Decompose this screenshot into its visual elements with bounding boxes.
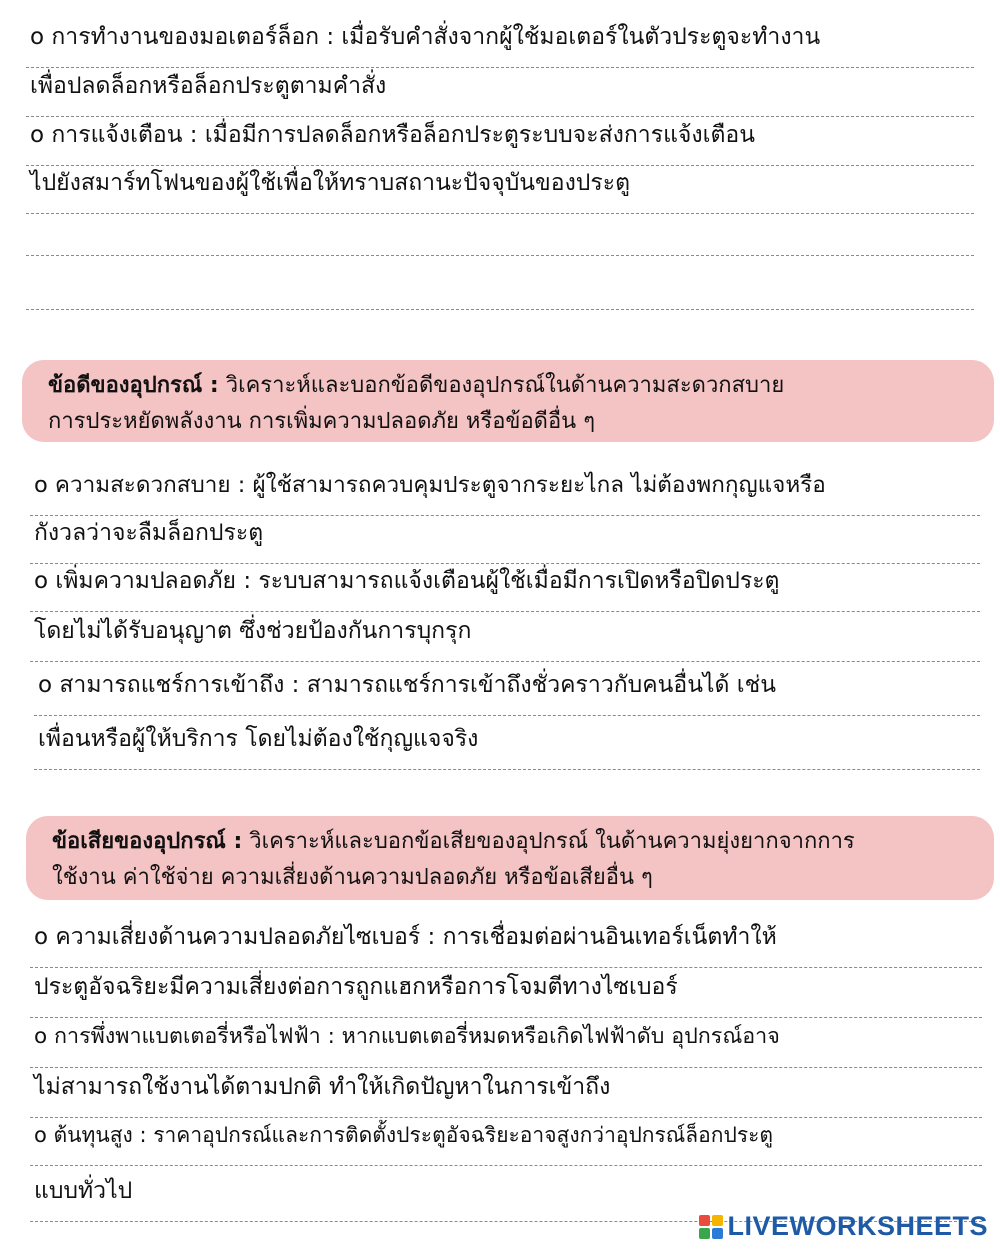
logo-blocks-icon xyxy=(699,1215,723,1239)
disadvantages-banner xyxy=(26,816,994,900)
logo-block xyxy=(699,1215,710,1226)
answer-line[interactable]: o เพิ่มความปลอดภัย : ระบบสามารถแจ้งเตือนผู้ใช้เมื่อมีการเปิดหรือปิดประตู xyxy=(30,564,980,612)
answer-line[interactable]: เพื่อนหรือผู้ให้บริการ โดยไม่ต้องใช้กุญแจจริง xyxy=(34,722,980,770)
answer-line[interactable]: ประตูอัจฉริยะมีความเสี่ยงต่อการถูกแฮกหรือการโจมตีทางไซเบอร์ xyxy=(30,970,982,1018)
answer-line[interactable]: o การทำงานของมอเตอร์ล็อก : เมื่อรับคำสั่งจากผู้ใช้มอเตอร์ในตัวประตูจะทำงาน xyxy=(26,20,974,68)
answer-line[interactable]: ไปยังสมาร์ทโฟนของผู้ใช้เพื่อให้ทราบสถานะปัจจุบันของประตู xyxy=(26,166,974,214)
logo-block xyxy=(699,1228,710,1239)
logo-text: LIVEWORKSHEETS xyxy=(727,1211,988,1241)
advantages-banner-line2: การประหยัดพลังงาน การเพิ่มความปลอดภัย หรือข้อดีอื่น ๆ xyxy=(48,409,596,434)
advantages-heading: ข้อดีของอุปกรณ์ : xyxy=(48,373,219,398)
answer-line[interactable]: o ความเสี่ยงด้านความปลอดภัยไซเบอร์ : การเชื่อมต่อผ่านอินเทอร์เน็ตทำให้ xyxy=(30,920,982,968)
advantages-banner-line1 xyxy=(48,368,968,404)
answer-line[interactable] xyxy=(26,262,974,310)
answer-line[interactable]: เพื่อปลดล็อกหรือล็อกประตูตามคำสั่ง xyxy=(26,69,974,117)
liveworksheets-logo xyxy=(699,1211,988,1242)
disadvantages-instruction: วิเคราะห์และบอกข้อเสียของอุปกรณ์ ในด้านความยุ่งยากจากการ xyxy=(242,829,855,854)
answer-line[interactable]: o สามารถแชร์การเข้าถึง : สามารถแชร์การเข้าถึงชั่วคราวกับคนอื่นได้ เช่น xyxy=(34,668,980,716)
advantages-banner xyxy=(22,360,994,442)
logo-block xyxy=(712,1215,723,1226)
logo-block xyxy=(712,1228,723,1239)
disadvantages-banner-line1 xyxy=(52,824,968,860)
answer-line[interactable]: o การพึ่งพาแบตเตอรี่หรือไฟฟ้า : หากแบตเตอรี่หมดหรือเกิดไฟฟ้าดับ อุปกรณ์อาจ xyxy=(30,1020,982,1068)
answer-line[interactable]: o ความสะดวกสบาย : ผู้ใช้สามารถควบคุมประตูจากระยะไกล ไม่ต้องพกกุญแจหรือ xyxy=(30,468,980,516)
answer-line[interactable]: โดยไม่ได้รับอนุญาต ซึ่งช่วยป้องกันการบุกรุก xyxy=(30,614,980,662)
disadvantages-heading: ข้อเสียของอุปกรณ์ : xyxy=(52,829,243,854)
answer-line[interactable]: กังวลว่าจะลืมล็อกประตู xyxy=(30,516,980,564)
answer-line[interactable]: o การแจ้งเตือน : เมื่อมีการปลดล็อกหรือล็อกประตูระบบจะส่งการแจ้งเตือน xyxy=(26,118,974,166)
answer-line[interactable]: o ต้นทุนสูง : ราคาอุปกรณ์และการติดตั้งประตูอัจฉริยะอาจสูงกว่าอุปกรณ์ล็อกประตู xyxy=(30,1118,982,1166)
advantages-instruction: วิเคราะห์และบอกข้อดีของอุปกรณ์ในด้านความสะดวกสบาย xyxy=(218,373,785,398)
disadvantages-banner-line2: ใช้งาน ค่าใช้จ่าย ความเสี่ยงด้านความปลอดภัย หรือข้อเสียอื่น ๆ xyxy=(52,865,653,890)
answer-line[interactable] xyxy=(26,208,974,256)
answer-line[interactable]: แบบทั่วไป xyxy=(30,1174,982,1222)
answer-line[interactable]: ไม่สามารถใช้งานได้ตามปกติ ทำให้เกิดปัญหาในการเข้าถึง xyxy=(30,1070,982,1118)
